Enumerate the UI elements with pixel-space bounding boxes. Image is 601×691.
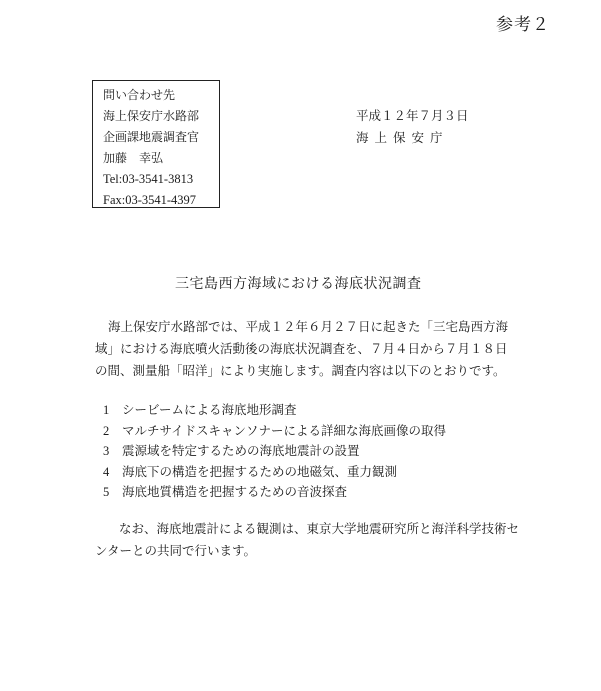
contact-division: 企画課地震調査官 — [103, 130, 200, 144]
contact-box — [92, 80, 220, 208]
intro-line: 域」における海底噴火活動後の海底状況調査を、７月４日から７月１８日 — [95, 341, 508, 356]
issue-date: 平成１２年７月３日 — [356, 108, 469, 123]
intro-line: 海上保安庁水路部では、平成１２年６月２７日に起きた「三宅島西方海 — [108, 319, 509, 334]
survey-items-list — [103, 400, 446, 503]
list-item — [103, 482, 446, 503]
item-text: 海底下の構造を把握するための地磁気、重力観測 — [122, 463, 398, 479]
contact-heading: 問い合わせ先 — [103, 88, 176, 102]
closing-line: なお、海底地震計による観測は、東京大学地震研究所と海洋科学技術セ — [119, 521, 520, 536]
closing-paragraph — [95, 518, 535, 562]
item-number: 4 — [103, 464, 110, 479]
contact-department: 海上保安庁水路部 — [103, 109, 200, 123]
item-text: 震源域を特定するための海底地震計の設置 — [122, 443, 360, 458]
item-text: シービームによる海底地形調査 — [122, 402, 297, 417]
item-number: 2 — [103, 423, 110, 438]
contact-person: 加藤 幸弘 — [103, 151, 164, 165]
item-text: マルチサイドスキャンソナーによる詳細な海底画像の取得 — [122, 422, 447, 438]
item-number: 5 — [103, 485, 110, 499]
intro-paragraph — [95, 316, 535, 382]
closing-line: ンターとの共同で行います。 — [95, 543, 257, 558]
reference-label: 参考２ — [496, 15, 550, 35]
document-title: 三宅島西方海域における海底状況調査 — [175, 276, 422, 292]
list-item — [103, 400, 446, 421]
list-item — [103, 462, 446, 483]
contact-fax: Fax:03-3541-4397 — [103, 193, 197, 207]
contact-tel: Tel:03-3541-3813 — [103, 172, 194, 186]
issuing-organization: 海上保安庁 — [356, 130, 449, 145]
item-number: 1 — [103, 403, 110, 417]
item-text: 海底地質構造を把握するための音波探査 — [122, 484, 348, 499]
issuer-block — [356, 105, 469, 149]
item-number: 3 — [103, 444, 110, 458]
list-item — [103, 421, 446, 442]
list-item — [103, 441, 446, 462]
intro-line: の間、測量船「昭洋」により実施します。調査内容は以下のとおりです。 — [95, 363, 506, 378]
